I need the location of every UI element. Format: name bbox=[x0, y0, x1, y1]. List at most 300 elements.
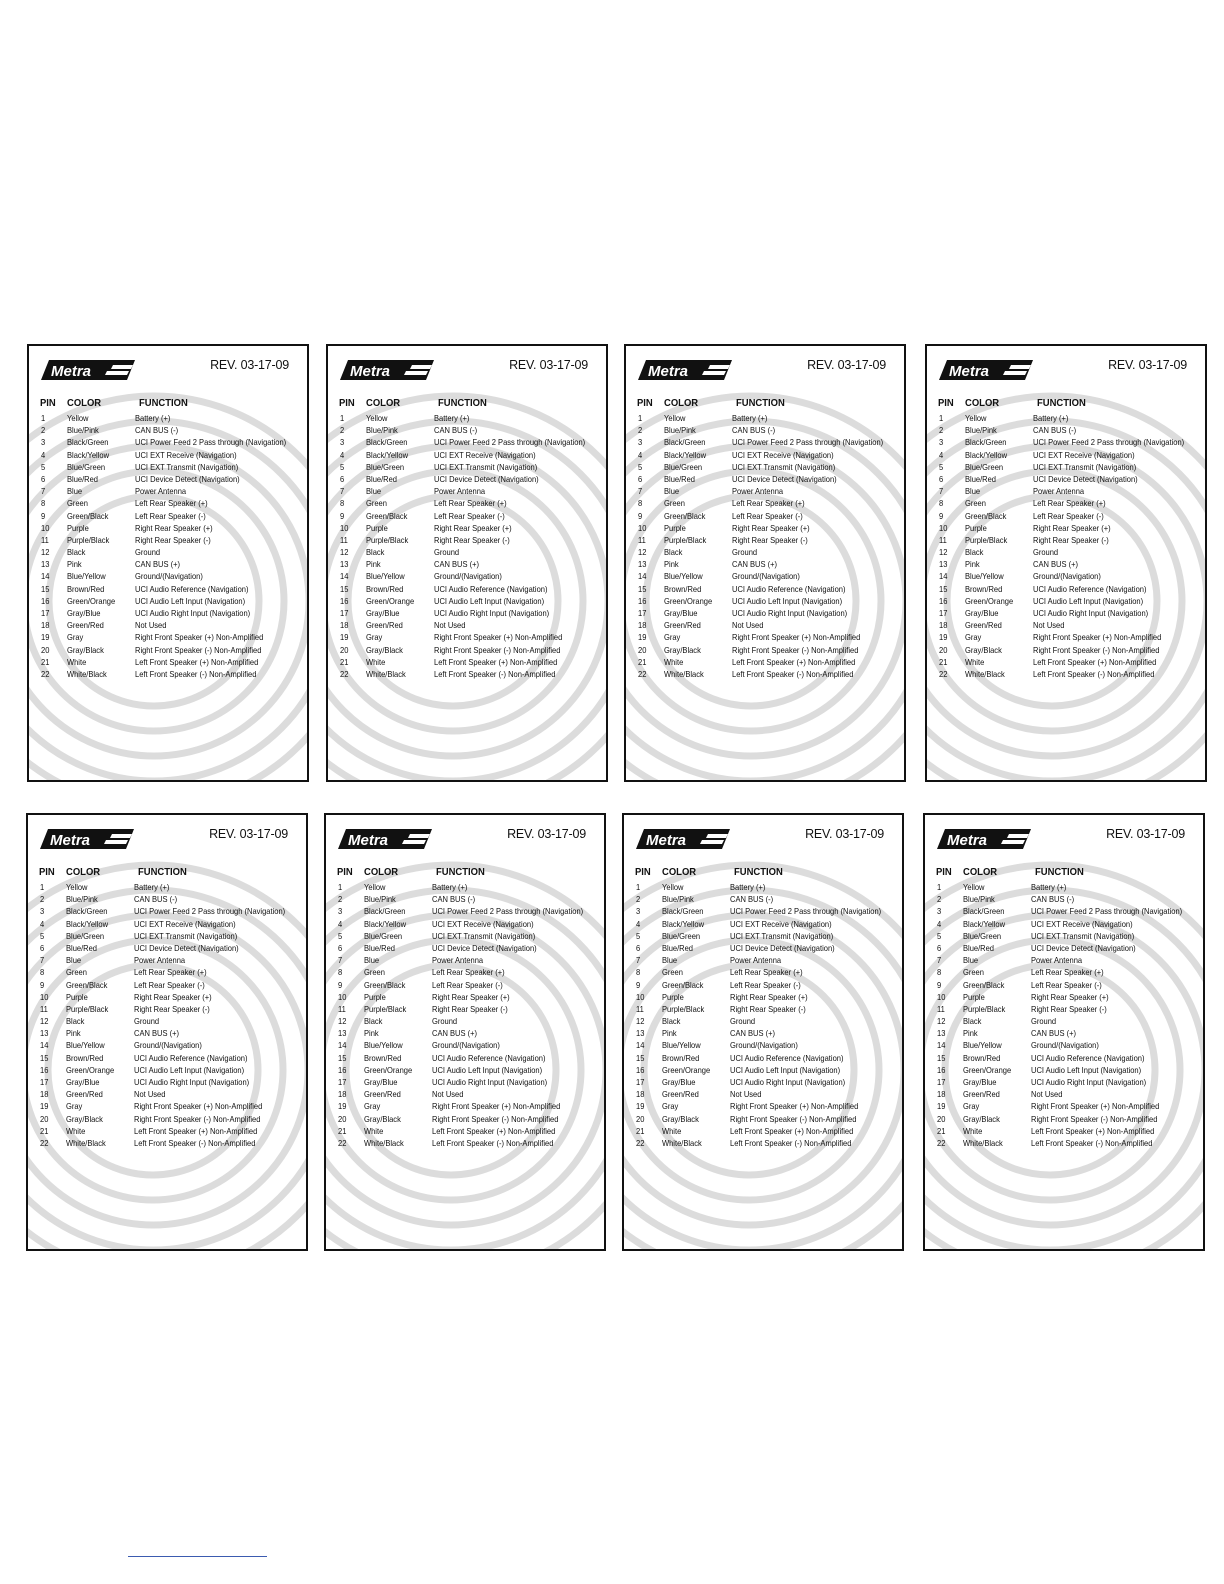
table-row bbox=[927, 462, 1205, 474]
wire-color: Blue/Red bbox=[66, 943, 97, 953]
revision-label: REV. 03-17-09 bbox=[807, 358, 886, 372]
wire-function: Left Rear Speaker (-) bbox=[135, 511, 206, 521]
table-row bbox=[626, 486, 904, 498]
wire-color: Blue/Pink bbox=[364, 895, 396, 905]
pin-number: 14 bbox=[939, 572, 948, 582]
pin-number: 2 bbox=[41, 426, 46, 436]
pin-number: 9 bbox=[638, 511, 643, 521]
wire-function: Power Antenna bbox=[432, 956, 484, 966]
wire-color: Blue/Red bbox=[662, 943, 693, 953]
brand-text: Metra bbox=[949, 363, 990, 380]
pin-number: 9 bbox=[937, 980, 942, 990]
pin-number: 5 bbox=[340, 462, 345, 472]
wire-color: Gray/Blue bbox=[965, 609, 999, 618]
wire-function: Right Front Speaker (+) Non-Amplified bbox=[135, 633, 264, 643]
table-row bbox=[29, 620, 307, 632]
function-header: FUNCTION bbox=[436, 866, 485, 878]
wire-color: Black/Yellow bbox=[664, 450, 707, 460]
table-row bbox=[925, 894, 1203, 906]
wire-function: Left Front Speaker (+) Non-Amplified bbox=[1031, 1126, 1155, 1136]
wire-function: Not Used bbox=[434, 621, 466, 631]
wire-function: Right Front Speaker (-) Non-Amplified bbox=[1031, 1114, 1158, 1124]
wire-color: White bbox=[963, 1126, 983, 1136]
pin-number: 15 bbox=[41, 584, 50, 594]
wire-function: UCI EXT Receive (Navigation) bbox=[730, 919, 832, 929]
wire-color: Green/Orange bbox=[662, 1065, 711, 1075]
wire-color: White bbox=[366, 657, 386, 667]
wire-color: Green bbox=[66, 968, 87, 978]
table-row bbox=[626, 535, 904, 547]
wire-color: Gray/Black bbox=[965, 645, 1002, 655]
wire-color: Yellow bbox=[963, 883, 985, 892]
wire-function: CAN BUS (+) bbox=[135, 560, 180, 570]
wire-color: Gray bbox=[662, 1102, 679, 1112]
wire-function: CAN BUS (-) bbox=[732, 426, 776, 436]
wire-color: White bbox=[662, 1126, 682, 1136]
wire-color: Black bbox=[963, 1017, 982, 1027]
wire-function: Left Front Speaker (+) Non-Amplified bbox=[730, 1126, 854, 1136]
pin-number: 3 bbox=[939, 438, 944, 448]
wire-color: Pink bbox=[366, 560, 381, 570]
wire-function: UCI EXT Receive (Navigation) bbox=[434, 450, 536, 460]
pin-table bbox=[326, 882, 604, 1150]
pin-number: 9 bbox=[340, 511, 345, 521]
table-row bbox=[328, 511, 606, 523]
pin-number: 20 bbox=[636, 1114, 645, 1124]
wire-function: CAN BUS (+) bbox=[134, 1029, 179, 1039]
table-row bbox=[927, 608, 1205, 620]
wire-color: Black bbox=[664, 548, 683, 558]
pin-number: 18 bbox=[636, 1090, 645, 1100]
pin-header: PIN bbox=[40, 397, 56, 409]
pin-number: 18 bbox=[340, 621, 349, 631]
pin-number: 21 bbox=[638, 657, 647, 667]
function-header: FUNCTION bbox=[138, 866, 187, 878]
wire-function: Left Rear Speaker (-) bbox=[134, 980, 205, 990]
table-row bbox=[927, 657, 1205, 669]
pin-header: PIN bbox=[339, 397, 355, 409]
table-row bbox=[927, 645, 1205, 657]
table-row bbox=[925, 1101, 1203, 1113]
wire-color: White bbox=[965, 657, 985, 667]
wire-function: UCI Power Feed 2 Pass through (Navigation) bbox=[1031, 907, 1183, 917]
pin-number: 14 bbox=[636, 1041, 645, 1051]
table-row bbox=[328, 462, 606, 474]
pin-number: 8 bbox=[937, 968, 942, 978]
table-row bbox=[28, 1016, 306, 1028]
wire-color: Green/Orange bbox=[965, 596, 1014, 606]
pin-number: 19 bbox=[340, 633, 349, 643]
wire-function: Power Antenna bbox=[134, 956, 186, 966]
table-row bbox=[29, 547, 307, 559]
table-row bbox=[624, 955, 902, 967]
wire-function: Battery (+) bbox=[432, 883, 468, 892]
wire-color: Black/Yellow bbox=[67, 450, 110, 460]
wire-function: UCI EXT Receive (Navigation) bbox=[135, 450, 237, 460]
table-row bbox=[29, 462, 307, 474]
pin-number: 3 bbox=[937, 907, 942, 917]
wire-function: UCI Audio Left Input (Navigation) bbox=[434, 596, 545, 606]
wire-color: Blue/Yellow bbox=[965, 572, 1004, 582]
pin-number: 10 bbox=[636, 992, 645, 1002]
table-row bbox=[927, 523, 1205, 535]
pin-number: 4 bbox=[41, 450, 46, 460]
table-row bbox=[624, 1053, 902, 1065]
table-row bbox=[927, 474, 1205, 486]
pin-table bbox=[328, 413, 606, 681]
table-row bbox=[326, 1114, 604, 1126]
table-row bbox=[28, 1138, 306, 1150]
pin-number: 6 bbox=[638, 474, 643, 484]
wire-function: UCI Audio Left Input (Navigation) bbox=[135, 596, 246, 606]
table-row bbox=[927, 620, 1205, 632]
pin-number: 10 bbox=[939, 523, 948, 533]
function-header: FUNCTION bbox=[1037, 397, 1086, 409]
wire-function: Left Rear Speaker (+) bbox=[730, 968, 803, 978]
wire-color: Blue bbox=[664, 487, 680, 497]
wire-function: UCI Power Feed 2 Pass through (Navigation) bbox=[432, 907, 584, 917]
wire-function: Ground/(Navigation) bbox=[135, 572, 203, 582]
table-row bbox=[28, 1028, 306, 1040]
pin-number: 17 bbox=[41, 609, 50, 618]
table-row bbox=[925, 1138, 1203, 1150]
wire-color: Blue/Pink bbox=[664, 426, 696, 436]
brand-text: Metra bbox=[350, 363, 391, 380]
pin-number: 8 bbox=[939, 499, 944, 509]
wire-color: Gray bbox=[965, 633, 982, 643]
table-row bbox=[626, 450, 904, 462]
table-row bbox=[326, 1065, 604, 1077]
wire-color: White/Black bbox=[963, 1138, 1003, 1148]
pin-number: 21 bbox=[636, 1126, 645, 1136]
pin-number: 12 bbox=[338, 1017, 347, 1027]
pin-number: 13 bbox=[939, 560, 948, 570]
wire-color: Yellow bbox=[662, 883, 684, 892]
metra-logo bbox=[937, 825, 1033, 853]
table-row bbox=[927, 511, 1205, 523]
wire-color: Purple bbox=[66, 992, 88, 1002]
wire-color: White/Black bbox=[364, 1138, 404, 1148]
wire-color: Blue/Green bbox=[662, 931, 701, 941]
pin-number: 10 bbox=[40, 992, 49, 1002]
wire-color: Blue/Red bbox=[664, 474, 695, 484]
wire-color: Blue/Yellow bbox=[366, 572, 405, 582]
table-row bbox=[29, 413, 307, 425]
metra-logo bbox=[638, 356, 734, 384]
table-row bbox=[624, 1077, 902, 1089]
table-row bbox=[328, 657, 606, 669]
pin-number: 16 bbox=[41, 596, 50, 606]
wire-color: Yellow bbox=[67, 414, 89, 423]
wire-color: Blue bbox=[965, 487, 981, 497]
pin-number: 13 bbox=[41, 560, 50, 570]
table-row bbox=[626, 620, 904, 632]
table-row bbox=[29, 559, 307, 571]
wire-color: Brown/Red bbox=[664, 584, 702, 594]
table-row bbox=[28, 1004, 306, 1016]
pin-number: 19 bbox=[939, 633, 948, 643]
wire-color: Blue/Yellow bbox=[66, 1041, 105, 1051]
wire-function: Ground/(Navigation) bbox=[1033, 572, 1101, 582]
table-row bbox=[29, 657, 307, 669]
wire-function: Left Front Speaker (+) Non-Amplified bbox=[135, 657, 259, 667]
wire-color: Blue/Red bbox=[67, 474, 98, 484]
table-row bbox=[624, 980, 902, 992]
pin-number: 20 bbox=[939, 645, 948, 655]
wire-color: Blue/Green bbox=[364, 931, 403, 941]
wire-color: Gray/Black bbox=[364, 1114, 401, 1124]
pin-number: 8 bbox=[41, 499, 46, 509]
revision-label: REV. 03-17-09 bbox=[507, 827, 586, 841]
pin-number: 15 bbox=[937, 1053, 946, 1063]
wire-function: UCI Device Detect (Navigation) bbox=[134, 943, 239, 953]
pin-number: 21 bbox=[939, 657, 948, 667]
table-row bbox=[28, 1126, 306, 1138]
pin-number: 21 bbox=[40, 1126, 49, 1136]
wire-function: Left Front Speaker (+) Non-Amplified bbox=[1033, 657, 1157, 667]
table-row bbox=[927, 584, 1205, 596]
table-row bbox=[626, 596, 904, 608]
function-header: FUNCTION bbox=[1035, 866, 1084, 878]
color-header: COLOR bbox=[366, 397, 401, 409]
table-row bbox=[28, 955, 306, 967]
wire-color: Black/Yellow bbox=[662, 919, 705, 929]
table-row bbox=[925, 1126, 1203, 1138]
wire-function: Right Rear Speaker (+) bbox=[730, 992, 808, 1002]
wire-function: Battery (+) bbox=[730, 883, 766, 892]
wire-function: UCI Power Feed 2 Pass through (Navigation) bbox=[434, 438, 586, 448]
table-row bbox=[925, 1053, 1203, 1065]
table-row bbox=[925, 955, 1203, 967]
pin-number: 14 bbox=[340, 572, 349, 582]
wire-color: White/Black bbox=[67, 669, 107, 679]
table-row bbox=[925, 992, 1203, 1004]
revision-label: REV. 03-17-09 bbox=[1108, 358, 1187, 372]
wire-function: Right Front Speaker (-) Non-Amplified bbox=[434, 645, 561, 655]
pin-number: 22 bbox=[340, 669, 349, 679]
metra-logo bbox=[338, 825, 434, 853]
wire-function: Right Front Speaker (+) Non-Amplified bbox=[730, 1102, 859, 1112]
wire-color: Pink bbox=[664, 560, 679, 570]
wire-function: UCI EXT Transmit (Navigation) bbox=[434, 462, 538, 472]
wire-function: Power Antenna bbox=[1033, 487, 1085, 497]
wire-function: Ground/(Navigation) bbox=[732, 572, 800, 582]
pin-number: 16 bbox=[636, 1065, 645, 1075]
wire-color: Green/Red bbox=[364, 1090, 401, 1100]
table-row bbox=[328, 437, 606, 449]
wire-color: Green/Red bbox=[67, 621, 104, 631]
wire-color: Gray/Black bbox=[67, 645, 104, 655]
wire-function: UCI EXT Transmit (Navigation) bbox=[1033, 462, 1137, 472]
table-row bbox=[626, 462, 904, 474]
pin-header: PIN bbox=[938, 397, 954, 409]
table-row bbox=[29, 584, 307, 596]
wire-color: Yellow bbox=[366, 414, 388, 423]
wire-color: Brown/Red bbox=[66, 1053, 104, 1063]
wire-function: Right Rear Speaker (+) bbox=[1031, 992, 1109, 1002]
table-row bbox=[326, 1028, 604, 1040]
wire-function: Not Used bbox=[135, 621, 167, 631]
pin-number: 14 bbox=[40, 1041, 49, 1051]
wire-color: Pink bbox=[67, 560, 82, 570]
table-row bbox=[326, 967, 604, 979]
table-row bbox=[29, 425, 307, 437]
table-row bbox=[328, 608, 606, 620]
table-row bbox=[328, 584, 606, 596]
table-row bbox=[326, 919, 604, 931]
wire-function: Battery (+) bbox=[1031, 883, 1067, 892]
metra-logo bbox=[40, 825, 136, 853]
wire-function: CAN BUS (-) bbox=[434, 426, 478, 436]
wire-color: Gray/Blue bbox=[963, 1078, 997, 1087]
color-header: COLOR bbox=[67, 397, 102, 409]
wire-function: UCI Audio Right Input (Navigation) bbox=[730, 1078, 846, 1087]
pin-number: 22 bbox=[636, 1138, 645, 1148]
table-row bbox=[626, 413, 904, 425]
table-row bbox=[326, 1138, 604, 1150]
wire-function: UCI Power Feed 2 Pass through (Navigation) bbox=[1033, 438, 1185, 448]
wire-color: Gray/Blue bbox=[664, 609, 698, 618]
pin-number: 22 bbox=[939, 669, 948, 679]
wire-color: Yellow bbox=[66, 883, 88, 892]
pin-number: 12 bbox=[939, 548, 948, 558]
pin-number: 15 bbox=[638, 584, 647, 594]
pin-number: 11 bbox=[340, 535, 348, 545]
pinout-card bbox=[923, 813, 1205, 1251]
wire-color: Gray/Blue bbox=[662, 1078, 696, 1087]
pin-number: 2 bbox=[40, 895, 45, 905]
wire-color: Purple/Black bbox=[664, 535, 707, 545]
pin-number: 21 bbox=[340, 657, 349, 667]
pin-number: 10 bbox=[338, 992, 347, 1002]
wire-color: White bbox=[364, 1126, 384, 1136]
wire-color: Green/Orange bbox=[66, 1065, 115, 1075]
color-header: COLOR bbox=[66, 866, 101, 878]
wire-function: UCI EXT Transmit (Navigation) bbox=[135, 462, 239, 472]
table-row bbox=[927, 669, 1205, 681]
table-row bbox=[624, 943, 902, 955]
pin-number: 6 bbox=[939, 474, 944, 484]
table-row bbox=[326, 906, 604, 918]
wire-color: Gray bbox=[366, 633, 383, 643]
wire-function: UCI EXT Receive (Navigation) bbox=[732, 450, 834, 460]
pin-number: 18 bbox=[338, 1090, 347, 1100]
wire-function: Right Rear Speaker (-) bbox=[730, 1004, 806, 1014]
table-row bbox=[626, 645, 904, 657]
table-row bbox=[624, 894, 902, 906]
pin-number: 17 bbox=[40, 1078, 49, 1087]
wire-color: Green bbox=[664, 499, 685, 509]
table-row bbox=[326, 1004, 604, 1016]
pin-number: 12 bbox=[340, 548, 349, 558]
wire-color: Black bbox=[662, 1017, 681, 1027]
color-header: COLOR bbox=[664, 397, 699, 409]
table-row bbox=[326, 1126, 604, 1138]
wire-color: Black bbox=[366, 548, 385, 558]
table-row bbox=[328, 523, 606, 535]
pin-number: 6 bbox=[636, 943, 641, 953]
wire-color: Yellow bbox=[364, 883, 386, 892]
pin-number: 12 bbox=[636, 1017, 645, 1027]
pin-number: 19 bbox=[636, 1102, 645, 1112]
wire-function: Left Front Speaker (+) Non-Amplified bbox=[434, 657, 558, 667]
table-row bbox=[624, 992, 902, 1004]
pin-number: 3 bbox=[41, 438, 46, 448]
wire-color: Blue/Pink bbox=[66, 895, 98, 905]
pin-number: 15 bbox=[340, 584, 349, 594]
wire-color: Gray/Black bbox=[662, 1114, 699, 1124]
wire-function: UCI EXT Receive (Navigation) bbox=[134, 919, 236, 929]
table-row bbox=[626, 425, 904, 437]
pin-number: 1 bbox=[638, 414, 643, 423]
pin-number: 7 bbox=[638, 487, 643, 497]
wire-color: Green bbox=[662, 968, 683, 978]
pin-number: 20 bbox=[40, 1114, 49, 1124]
table-row bbox=[28, 1114, 306, 1126]
wire-color: Green/Black bbox=[965, 511, 1007, 521]
wire-function: Left Rear Speaker (-) bbox=[1031, 980, 1102, 990]
wire-function: Right Rear Speaker (-) bbox=[732, 535, 808, 545]
wire-color: Blue/Yellow bbox=[364, 1041, 403, 1051]
pin-number: 3 bbox=[638, 438, 643, 448]
wire-function: Not Used bbox=[730, 1090, 762, 1100]
wire-function: UCI EXT Receive (Navigation) bbox=[432, 919, 534, 929]
pin-number: 10 bbox=[937, 992, 946, 1002]
wire-color: Blue/Green bbox=[66, 931, 105, 941]
pin-header: PIN bbox=[39, 866, 55, 878]
wire-color: Gray/Blue bbox=[366, 609, 400, 618]
wire-function: Left Rear Speaker (+) bbox=[135, 499, 208, 509]
wire-color: Pink bbox=[364, 1029, 379, 1039]
pin-number: 19 bbox=[338, 1102, 347, 1112]
wire-function: Left Front Speaker (-) Non-Amplified bbox=[134, 1138, 256, 1148]
table-row bbox=[927, 535, 1205, 547]
table-row bbox=[29, 511, 307, 523]
pin-number: 13 bbox=[638, 560, 647, 570]
pin-header: PIN bbox=[936, 866, 952, 878]
table-row bbox=[328, 571, 606, 583]
pin-number: 18 bbox=[939, 621, 948, 631]
wire-function: Right Front Speaker (-) Non-Amplified bbox=[134, 1114, 261, 1124]
wire-function: Right Rear Speaker (+) bbox=[135, 523, 213, 533]
wire-function: CAN BUS (+) bbox=[434, 560, 479, 570]
pin-number: 20 bbox=[937, 1114, 946, 1124]
table-row bbox=[29, 535, 307, 547]
wire-color: Black/Green bbox=[66, 907, 108, 917]
table-row bbox=[624, 1114, 902, 1126]
wire-color: Gray/Black bbox=[366, 645, 403, 655]
pinout-card bbox=[27, 344, 309, 782]
wire-function: Right Rear Speaker (+) bbox=[434, 523, 512, 533]
pin-number: 1 bbox=[41, 414, 46, 423]
wire-color: Brown/Red bbox=[965, 584, 1003, 594]
wire-function: UCI Audio Left Input (Navigation) bbox=[1033, 596, 1144, 606]
wire-color: Gray/Black bbox=[66, 1114, 103, 1124]
pin-number: 8 bbox=[40, 968, 45, 978]
table-row bbox=[927, 632, 1205, 644]
pin-number: 2 bbox=[338, 895, 343, 905]
table-row bbox=[328, 669, 606, 681]
wire-function: Battery (+) bbox=[1033, 414, 1069, 423]
wire-function: Left Front Speaker (+) Non-Amplified bbox=[134, 1126, 258, 1136]
pin-table bbox=[29, 413, 307, 681]
wire-function: CAN BUS (+) bbox=[730, 1029, 775, 1039]
wire-function: Ground/(Navigation) bbox=[434, 572, 502, 582]
wire-color: Black/Yellow bbox=[366, 450, 409, 460]
pin-table bbox=[925, 882, 1203, 1150]
wire-function: Ground bbox=[732, 548, 758, 558]
wire-function: Power Antenna bbox=[135, 487, 187, 497]
